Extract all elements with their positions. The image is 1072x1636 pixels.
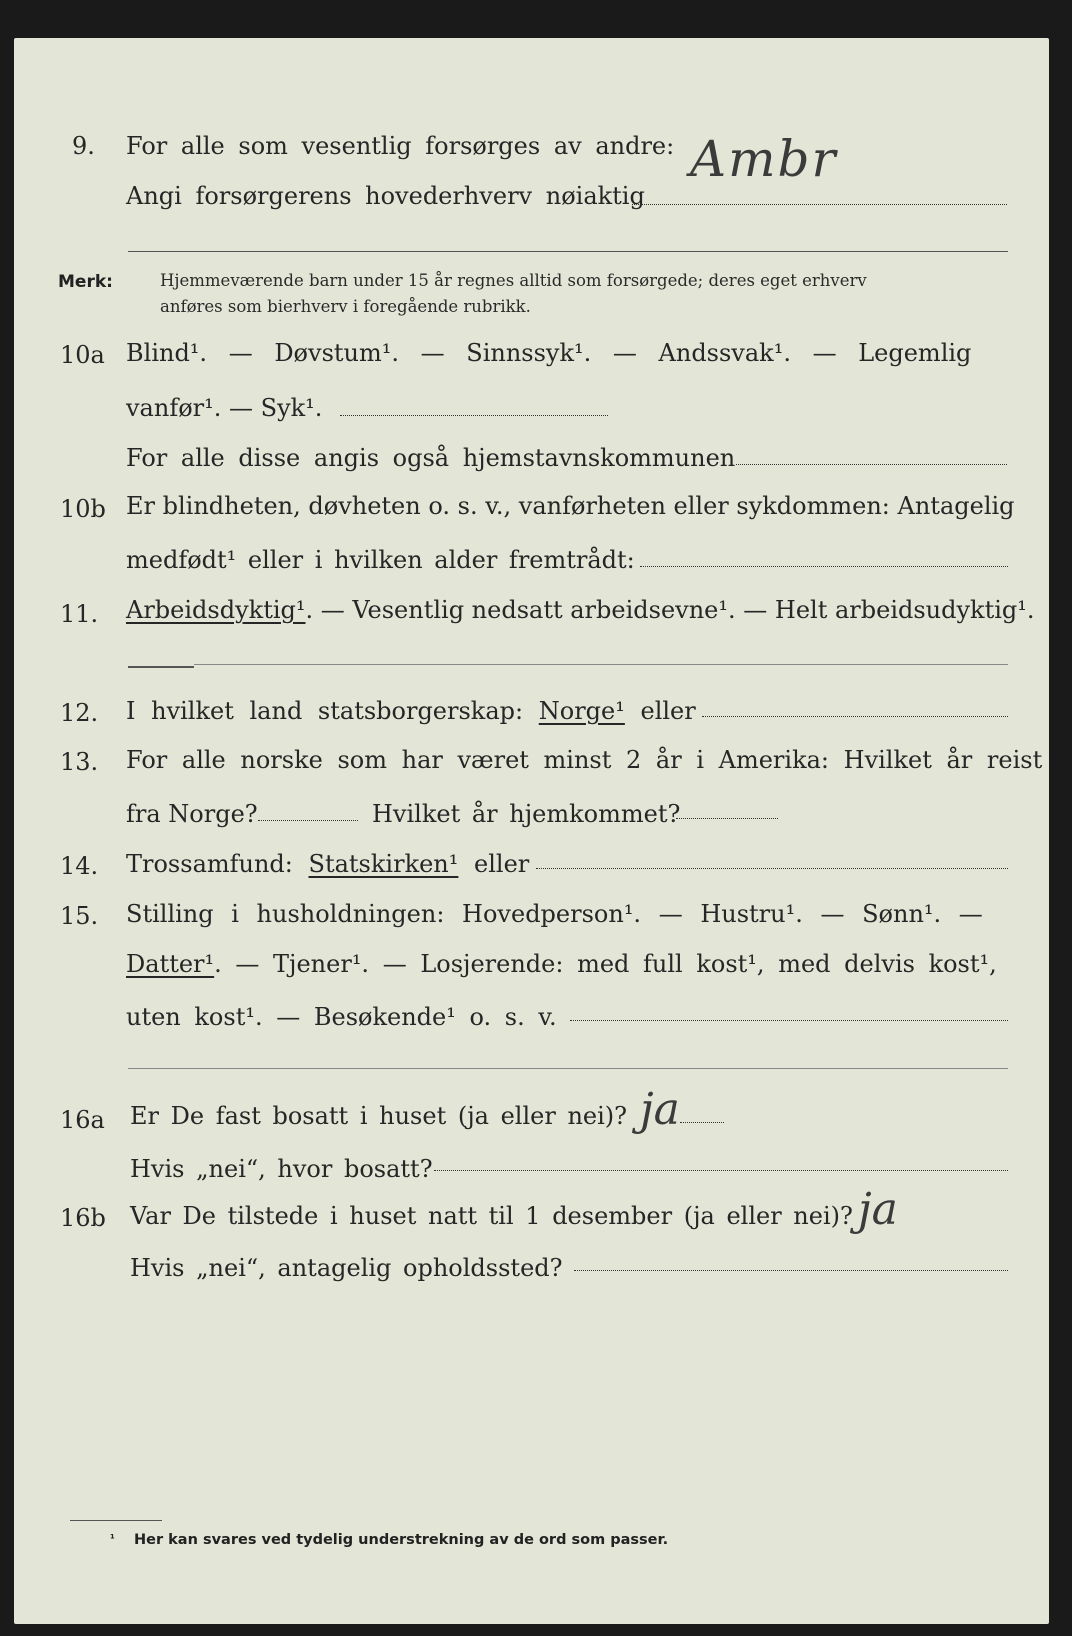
q11-line (126, 596, 1035, 624)
q11-short-rule (128, 666, 194, 668)
footnote-text: Her kan svares ved tydelig understrekning av de ord som passer. (134, 1532, 669, 1548)
q12-prefix: I hvilket land statsborgerskap: (126, 697, 524, 725)
q10a-line3: For alle disse angis også hjemstavnskommunen (126, 444, 736, 472)
q12-suffix: eller (640, 697, 696, 725)
q15-line3: uten kost¹. — Besøkende¹ o. s. v. (126, 1003, 557, 1031)
q15-number: 15. (60, 902, 99, 930)
q12-dots (702, 716, 1008, 717)
q11-answer-rule (194, 664, 1008, 665)
q9-line2: Angi forsørgerens hovederhverv nøiaktig (126, 182, 645, 210)
q12-number: 12. (60, 699, 99, 727)
q15-underlined-datter: Datter¹ (126, 950, 215, 978)
q16a-line1: Er De fast bosatt i huset (ja eller nei)? (130, 1102, 628, 1130)
q16b-line1: Var De tilstede i huset natt til 1 desember (ja eller nei)? (130, 1202, 853, 1230)
q12-underlined-norge: Norge¹ (538, 697, 625, 725)
q10b-dots (640, 566, 1008, 567)
q10b-line1: Er blindheten, døvheten o. s. v., vanførheten eller sykdommen: Antagelig (126, 492, 1015, 520)
q14-suffix: eller (474, 850, 530, 878)
footnote-rule (70, 1520, 162, 1521)
q16a-line2: Hvis „nei“, hvor bosatt? (130, 1155, 433, 1183)
q12-line (126, 697, 696, 725)
q14-underlined-statskirken: Statskirken¹ (308, 850, 459, 878)
q16a-number: 16a (60, 1106, 105, 1134)
q9-number: 9. (72, 132, 95, 160)
q13-number: 13. (60, 748, 99, 776)
q16b-number: 16b (60, 1204, 106, 1232)
q9-handwritten-answer: Ambr (690, 130, 838, 188)
q16a-dots (680, 1122, 724, 1123)
q15-line2-rest: . — Tjener¹. — Losjerende: med full kost¹, med delvis kost¹, (214, 950, 997, 978)
q15-line1: Stilling i husholdningen: Hovedperson¹. — Hustru¹. — Sønn¹. — (126, 900, 983, 928)
q9-answer-rule (128, 251, 1008, 252)
q11-number: 11. (60, 600, 99, 628)
q13-reist-dots (258, 820, 358, 821)
q11-underlined-arbeidsdyktig: Arbeidsdyktig¹ (126, 596, 306, 624)
q13-line1: For alle norske som har været minst 2 år i Amerika: Hvilket år reist (126, 746, 1043, 774)
q15-answer-rule (128, 1068, 1008, 1069)
q16b-line2: Hvis „nei“, antagelig opholdssted? (130, 1254, 563, 1282)
q15-dots (570, 1020, 1008, 1021)
q10a-line2: vanfør¹. — Syk¹. (126, 394, 323, 422)
q14-number: 14. (60, 852, 99, 880)
q10a-line1: Blind¹. — Døvstum¹. — Sinnssyk¹. — Andssvak¹. — Legemlig (126, 339, 972, 367)
q10a-number: 10a (60, 341, 105, 369)
q13-hjemkommet-dots (676, 818, 778, 819)
q14-line (126, 850, 529, 878)
merk-line1: Hjemmeværende barn under 15 år regnes alltid som forsørgede; deres eget erhverv (160, 271, 867, 290)
q16a-handwritten-answer: ja (640, 1084, 680, 1135)
q13-line2b: Hvilket år hjemkommet? (372, 800, 681, 828)
merk-line2: anføres som bierhverv i foregående rubrikk. (160, 297, 531, 316)
q16b-line2-dots (574, 1270, 1008, 1271)
merk-label: Merk: (58, 272, 113, 292)
q13-line2a: fra Norge? (126, 800, 258, 828)
q10b-line2: medfødt¹ eller i hvilken alder fremtrådt: (126, 546, 635, 574)
q11-rest: . — Vesentlig nedsatt arbeidsevne¹. — Helt arbeidsudyktig¹. (305, 596, 1035, 624)
q16b-handwritten-answer: ja (858, 1184, 898, 1235)
q9-line1: For alle som vesentlig forsørges av andre: (126, 132, 675, 160)
q10a-line3-dots (736, 464, 1007, 465)
q10b-number: 10b (60, 495, 106, 523)
q10a-line2-dots (340, 415, 608, 416)
q15-line2 (126, 950, 997, 978)
q14-prefix: Trossamfund: (126, 850, 293, 878)
q14-dots (536, 868, 1008, 869)
q16a-line2-dots (434, 1170, 1008, 1171)
q9-answer-dots (632, 204, 1007, 205)
footnote-mark: ¹ (110, 1532, 115, 1545)
